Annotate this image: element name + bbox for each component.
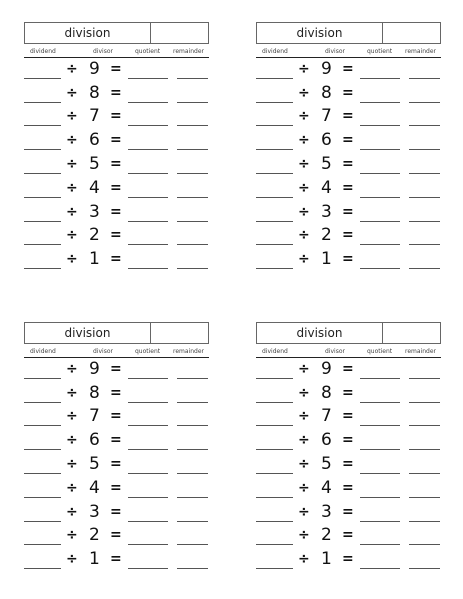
divisor-number: 2 [321, 225, 332, 246]
quotient-answer-line[interactable] [128, 402, 168, 403]
remainder-answer-line[interactable] [177, 497, 208, 498]
remainder-answer-line[interactable] [409, 402, 440, 403]
division-sign: ÷ [66, 479, 78, 496]
problem-row [24, 248, 209, 272]
remainder-answer-line[interactable] [177, 244, 208, 245]
remainder-answer-line[interactable] [409, 173, 440, 174]
remainder-answer-line[interactable] [409, 425, 440, 426]
column-headers [24, 344, 209, 358]
dividend-answer-line[interactable] [256, 473, 293, 474]
division-sign: ÷ [66, 155, 78, 172]
dividend-answer-line[interactable] [24, 521, 61, 522]
quotient-answer-line[interactable] [128, 521, 168, 522]
remainder-answer-line[interactable] [409, 449, 440, 450]
division-sign: ÷ [66, 432, 78, 449]
equals-sign: = [110, 251, 122, 268]
problem-row [256, 129, 441, 153]
dividend-answer-line[interactable] [24, 449, 61, 450]
remainder-answer-line[interactable] [177, 197, 208, 198]
division-sign: ÷ [66, 360, 78, 377]
column-headers [24, 44, 209, 58]
dividend-answer-line[interactable] [256, 173, 293, 174]
dividend-answer-line[interactable] [24, 497, 61, 498]
remainder-answer-line[interactable] [177, 544, 208, 545]
problem-row [24, 153, 209, 177]
division-sign: ÷ [298, 108, 310, 125]
quotient-answer-line[interactable] [128, 473, 168, 474]
problem-row [256, 453, 441, 477]
column-header-dividend: dividend [262, 48, 288, 55]
dividend-answer-line[interactable] [256, 125, 293, 126]
division-sign: ÷ [298, 155, 310, 172]
column-header-divisor: divisor [93, 348, 113, 355]
division-sign: ÷ [298, 227, 310, 244]
equals-sign: = [110, 203, 122, 220]
problem-row [256, 201, 441, 225]
equals-sign: = [110, 132, 122, 149]
panel-title: division [257, 23, 383, 43]
problem-row [24, 82, 209, 106]
remainder-answer-line[interactable] [409, 473, 440, 474]
quotient-answer-line[interactable] [360, 378, 400, 379]
remainder-answer-line[interactable] [177, 102, 208, 103]
quotient-answer-line[interactable] [360, 521, 400, 522]
name-entry-box[interactable] [151, 23, 208, 43]
dividend-answer-line[interactable] [256, 197, 293, 198]
dividend-answer-line[interactable] [24, 173, 61, 174]
quotient-answer-line[interactable] [360, 102, 400, 103]
remainder-answer-line[interactable] [177, 473, 208, 474]
divisor-number: 8 [89, 82, 100, 103]
quotient-answer-line[interactable] [128, 425, 168, 426]
dividend-answer-line[interactable] [256, 521, 293, 522]
quotient-answer-line[interactable] [360, 544, 400, 545]
equals-sign: = [342, 503, 354, 520]
problem-row [24, 477, 209, 501]
quotient-answer-line[interactable] [360, 268, 400, 269]
divisor-number: 7 [89, 406, 100, 427]
division-panel [256, 322, 441, 572]
divisor-number: 9 [89, 358, 100, 379]
equals-sign: = [342, 479, 354, 496]
division-panel [256, 22, 441, 272]
divisor-number: 2 [89, 225, 100, 246]
division-panel [24, 322, 209, 572]
division-sign: ÷ [66, 132, 78, 149]
dividend-answer-line[interactable] [256, 497, 293, 498]
dividend-answer-line[interactable] [24, 473, 61, 474]
panel-header [24, 22, 209, 44]
division-sign: ÷ [298, 60, 310, 77]
remainder-answer-line[interactable] [177, 221, 208, 222]
equals-sign: = [342, 432, 354, 449]
column-header-remainder: remainder [405, 48, 436, 55]
column-headers [256, 344, 441, 358]
problem-row [256, 153, 441, 177]
remainder-answer-line[interactable] [177, 268, 208, 269]
divisor-number: 7 [321, 406, 332, 427]
remainder-answer-line[interactable] [409, 102, 440, 103]
remainder-answer-line[interactable] [409, 497, 440, 498]
problem-row [24, 225, 209, 249]
quotient-answer-line[interactable] [128, 173, 168, 174]
equals-sign: = [342, 203, 354, 220]
column-header-dividend: dividend [30, 348, 56, 355]
dividend-answer-line[interactable] [256, 149, 293, 150]
division-sign: ÷ [66, 551, 78, 568]
remainder-answer-line[interactable] [409, 149, 440, 150]
column-header-quotient: quotient [367, 48, 393, 55]
equals-sign: = [110, 60, 122, 77]
column-headers [256, 44, 441, 58]
divisor-number: 9 [321, 358, 332, 379]
division-sign: ÷ [66, 84, 78, 101]
problem-row [24, 453, 209, 477]
division-sign: ÷ [298, 432, 310, 449]
divisor-number: 6 [321, 130, 332, 151]
problem-row [24, 106, 209, 130]
remainder-answer-line[interactable] [409, 521, 440, 522]
remainder-answer-line[interactable] [177, 173, 208, 174]
division-sign: ÷ [66, 527, 78, 544]
quotient-answer-line[interactable] [360, 125, 400, 126]
dividend-answer-line[interactable] [24, 197, 61, 198]
dividend-answer-line[interactable] [256, 568, 293, 569]
divisor-number: 4 [321, 177, 332, 198]
division-sign: ÷ [298, 384, 310, 401]
column-header-divisor: divisor [93, 48, 113, 55]
remainder-answer-line[interactable] [177, 521, 208, 522]
name-entry-box[interactable] [383, 323, 440, 343]
panel-title: division [257, 323, 383, 343]
dividend-answer-line[interactable] [24, 78, 61, 79]
division-sign: ÷ [298, 503, 310, 520]
remainder-answer-line[interactable] [177, 568, 208, 569]
problem-row [256, 382, 441, 406]
column-header-remainder: remainder [405, 348, 436, 355]
division-sign: ÷ [66, 384, 78, 401]
column-header-remainder: remainder [173, 348, 204, 355]
equals-sign: = [342, 108, 354, 125]
problem-row [256, 429, 441, 453]
dividend-answer-line[interactable] [24, 544, 61, 545]
panel-header [24, 322, 209, 344]
dividend-answer-line[interactable] [24, 268, 61, 269]
column-header-dividend: dividend [30, 48, 56, 55]
dividend-answer-line[interactable] [24, 425, 61, 426]
dividend-answer-line[interactable] [24, 149, 61, 150]
dividend-answer-line[interactable] [24, 378, 61, 379]
column-header-divisor: divisor [325, 48, 345, 55]
equals-sign: = [342, 179, 354, 196]
dividend-answer-line[interactable] [24, 244, 61, 245]
divisor-number: 5 [321, 153, 332, 174]
quotient-answer-line[interactable] [360, 449, 400, 450]
problem-row [24, 382, 209, 406]
quotient-answer-line[interactable] [360, 173, 400, 174]
remainder-answer-line[interactable] [177, 449, 208, 450]
problem-row [256, 548, 441, 572]
problem-row [256, 177, 441, 201]
divisor-number: 5 [89, 453, 100, 474]
equals-sign: = [110, 551, 122, 568]
division-sign: ÷ [66, 60, 78, 77]
equals-sign: = [110, 360, 122, 377]
quotient-answer-line[interactable] [128, 197, 168, 198]
divisor-number: 6 [321, 430, 332, 451]
quotient-answer-line[interactable] [360, 425, 400, 426]
equals-sign: = [342, 227, 354, 244]
problem-row [256, 501, 441, 525]
quotient-answer-line[interactable] [128, 102, 168, 103]
dividend-answer-line[interactable] [24, 125, 61, 126]
quotient-answer-line[interactable] [360, 149, 400, 150]
division-sign: ÷ [298, 132, 310, 149]
division-sign: ÷ [66, 251, 78, 268]
quotient-answer-line[interactable] [128, 221, 168, 222]
name-entry-box[interactable] [383, 23, 440, 43]
remainder-answer-line[interactable] [409, 125, 440, 126]
dividend-answer-line[interactable] [256, 402, 293, 403]
remainder-answer-line[interactable] [409, 78, 440, 79]
name-entry-box[interactable] [151, 323, 208, 343]
equals-sign: = [342, 60, 354, 77]
equals-sign: = [110, 503, 122, 520]
dividend-answer-line[interactable] [24, 102, 61, 103]
quotient-answer-line[interactable] [128, 568, 168, 569]
equals-sign: = [342, 408, 354, 425]
equals-sign: = [342, 251, 354, 268]
problem-row [256, 406, 441, 430]
problem-row [24, 177, 209, 201]
quotient-answer-line[interactable] [128, 497, 168, 498]
dividend-answer-line[interactable] [256, 221, 293, 222]
equals-sign: = [110, 179, 122, 196]
divisor-number: 6 [89, 130, 100, 151]
column-header-quotient: quotient [367, 348, 393, 355]
panel-title: division [25, 23, 151, 43]
remainder-answer-line[interactable] [177, 378, 208, 379]
equals-sign: = [342, 384, 354, 401]
column-header-quotient: quotient [135, 348, 161, 355]
division-sign: ÷ [298, 84, 310, 101]
problem-row [24, 429, 209, 453]
division-sign: ÷ [298, 408, 310, 425]
panel-title: division [25, 323, 151, 343]
dividend-answer-line[interactable] [256, 102, 293, 103]
divisor-number: 7 [89, 106, 100, 127]
quotient-answer-line[interactable] [128, 149, 168, 150]
divisor-number: 5 [89, 153, 100, 174]
divisor-number: 4 [89, 477, 100, 498]
divisor-number: 7 [321, 106, 332, 127]
column-header-quotient: quotient [135, 48, 161, 55]
column-header-remainder: remainder [173, 48, 204, 55]
dividend-answer-line[interactable] [256, 378, 293, 379]
panel-header [256, 22, 441, 44]
quotient-answer-line[interactable] [128, 78, 168, 79]
equals-sign: = [110, 227, 122, 244]
panel-header [256, 322, 441, 344]
divisor-number: 8 [321, 82, 332, 103]
divisor-number: 1 [321, 249, 332, 270]
division-sign: ÷ [298, 527, 310, 544]
divisor-number: 3 [89, 501, 100, 522]
quotient-answer-line[interactable] [128, 449, 168, 450]
remainder-answer-line[interactable] [177, 402, 208, 403]
problem-row [24, 548, 209, 572]
quotient-answer-line[interactable] [360, 402, 400, 403]
divisor-number: 9 [321, 58, 332, 79]
equals-sign: = [110, 432, 122, 449]
dividend-answer-line[interactable] [256, 244, 293, 245]
divisor-number: 5 [321, 453, 332, 474]
remainder-answer-line[interactable] [409, 568, 440, 569]
division-sign: ÷ [298, 251, 310, 268]
divisor-number: 3 [89, 201, 100, 222]
remainder-answer-line[interactable] [177, 149, 208, 150]
quotient-answer-line[interactable] [360, 568, 400, 569]
division-sign: ÷ [66, 408, 78, 425]
dividend-answer-line[interactable] [24, 221, 61, 222]
dividend-answer-line[interactable] [256, 544, 293, 545]
problem-row [256, 358, 441, 382]
quotient-answer-line[interactable] [128, 268, 168, 269]
divisor-number: 1 [89, 549, 100, 570]
quotient-answer-line[interactable] [360, 497, 400, 498]
remainder-answer-line[interactable] [409, 197, 440, 198]
column-header-dividend: dividend [262, 348, 288, 355]
division-sign: ÷ [298, 551, 310, 568]
quotient-answer-line[interactable] [360, 221, 400, 222]
equals-sign: = [342, 527, 354, 544]
divisor-number: 1 [321, 549, 332, 570]
problem-row [256, 248, 441, 272]
division-sign: ÷ [66, 179, 78, 196]
divisor-number: 9 [89, 58, 100, 79]
division-sign: ÷ [66, 227, 78, 244]
divisor-number: 3 [321, 201, 332, 222]
quotient-answer-line[interactable] [128, 125, 168, 126]
problem-row [24, 501, 209, 525]
problem-row [256, 106, 441, 130]
division-sign: ÷ [298, 360, 310, 377]
problem-row [256, 525, 441, 549]
remainder-answer-line[interactable] [409, 244, 440, 245]
division-sign: ÷ [66, 503, 78, 520]
remainder-answer-line[interactable] [177, 125, 208, 126]
equals-sign: = [110, 455, 122, 472]
equals-sign: = [342, 132, 354, 149]
quotient-answer-line[interactable] [360, 473, 400, 474]
divisor-number: 4 [321, 477, 332, 498]
division-sign: ÷ [298, 203, 310, 220]
division-sign: ÷ [66, 455, 78, 472]
remainder-answer-line[interactable] [409, 221, 440, 222]
equals-sign: = [110, 108, 122, 125]
divisor-number: 6 [89, 430, 100, 451]
dividend-answer-line[interactable] [24, 568, 61, 569]
division-sign: ÷ [298, 179, 310, 196]
dividend-answer-line[interactable] [256, 425, 293, 426]
quotient-answer-line[interactable] [360, 78, 400, 79]
remainder-answer-line[interactable] [409, 544, 440, 545]
dividend-answer-line[interactable] [24, 402, 61, 403]
equals-sign: = [342, 84, 354, 101]
remainder-answer-line[interactable] [177, 78, 208, 79]
equals-sign: = [110, 527, 122, 544]
problem-row [256, 82, 441, 106]
problem-row [256, 58, 441, 82]
quotient-answer-line[interactable] [128, 544, 168, 545]
equals-sign: = [110, 479, 122, 496]
equals-sign: = [110, 155, 122, 172]
divisor-number: 2 [321, 525, 332, 546]
dividend-answer-line[interactable] [256, 78, 293, 79]
dividend-answer-line[interactable] [256, 268, 293, 269]
problem-row [24, 201, 209, 225]
remainder-answer-line[interactable] [409, 378, 440, 379]
division-sign: ÷ [66, 203, 78, 220]
problem-row [24, 129, 209, 153]
equals-sign: = [342, 455, 354, 472]
problem-row [256, 225, 441, 249]
remainder-answer-line[interactable] [409, 268, 440, 269]
division-sign: ÷ [298, 479, 310, 496]
divisor-number: 4 [89, 177, 100, 198]
divisor-number: 3 [321, 501, 332, 522]
problem-row [24, 525, 209, 549]
equals-sign: = [342, 155, 354, 172]
quotient-answer-line[interactable] [128, 378, 168, 379]
equals-sign: = [342, 360, 354, 377]
quotient-answer-line[interactable] [360, 244, 400, 245]
quotient-answer-line[interactable] [128, 244, 168, 245]
equals-sign: = [110, 384, 122, 401]
division-panel [24, 22, 209, 272]
equals-sign: = [342, 551, 354, 568]
division-sign: ÷ [66, 108, 78, 125]
equals-sign: = [110, 84, 122, 101]
division-sign: ÷ [298, 455, 310, 472]
divisor-number: 8 [89, 382, 100, 403]
quotient-answer-line[interactable] [360, 197, 400, 198]
problem-row [24, 406, 209, 430]
column-header-divisor: divisor [325, 348, 345, 355]
problem-row [24, 358, 209, 382]
problem-row [256, 477, 441, 501]
equals-sign: = [110, 408, 122, 425]
divisor-number: 1 [89, 249, 100, 270]
remainder-answer-line[interactable] [177, 425, 208, 426]
divisor-number: 8 [321, 382, 332, 403]
problem-row [24, 58, 209, 82]
divisor-number: 2 [89, 525, 100, 546]
dividend-answer-line[interactable] [256, 449, 293, 450]
